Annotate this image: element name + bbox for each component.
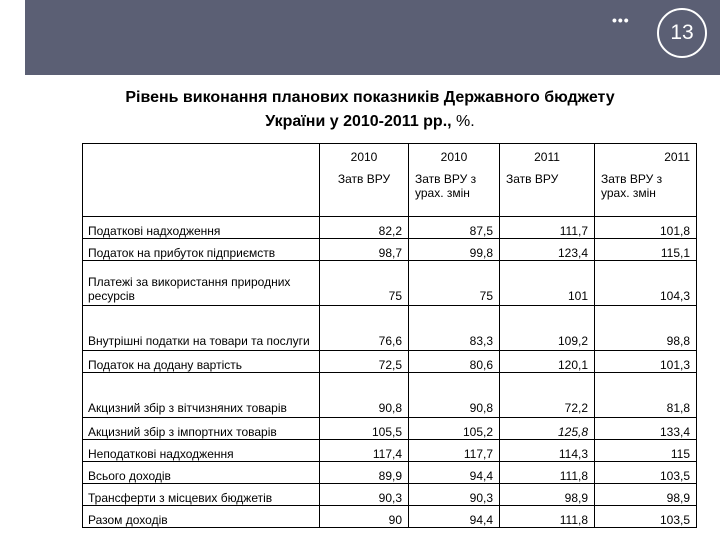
cell-value: 80,6 [409, 351, 500, 373]
header-col-3-label: Затв ВРУ [506, 172, 559, 186]
row-label: Внутрішні податки на товари та послуги [83, 306, 320, 351]
cell-value: 98,9 [500, 484, 595, 506]
cell-value: 133,4 [595, 418, 697, 440]
header-col-3-year: 2011 [534, 150, 560, 164]
cell-value: 114,3 [500, 440, 595, 462]
header-col-3 [500, 144, 595, 217]
budget-table [82, 143, 697, 528]
cell-value: 111,8 [500, 506, 595, 528]
header-col-1 [320, 144, 409, 217]
cell-value: 101,8 [595, 217, 697, 239]
cell-value: 90,3 [409, 484, 500, 506]
cell-value: 98,8 [595, 306, 697, 351]
cell-value: 123,4 [500, 239, 595, 261]
cell-value: 81,8 [595, 373, 697, 418]
table-row [83, 306, 697, 351]
cell-value: 90,3 [320, 484, 409, 506]
header-empty-cell [83, 144, 320, 217]
table-row [83, 418, 697, 440]
cell-value: 111,8 [500, 462, 595, 484]
cell-value: 103,5 [595, 506, 697, 528]
cell-value: 117,7 [409, 440, 500, 462]
cell-value: 104,3 [595, 261, 697, 306]
table-row [83, 440, 697, 462]
table-row [83, 462, 697, 484]
title-line-2 [60, 110, 680, 134]
row-label: Всього доходів [83, 462, 320, 484]
cell-value: 105,2 [409, 418, 500, 440]
title-line-1: Рівень виконання планових показників Державного бюджету [125, 89, 615, 106]
header-col-2 [409, 144, 500, 217]
cell-value: 90,8 [409, 373, 500, 418]
title-line-2-text: України у 2010-2011 рр., [265, 113, 452, 130]
more-dots-icon: ••• [612, 12, 630, 28]
cell-value: 98,7 [320, 239, 409, 261]
row-label: Податкові надходження [83, 217, 320, 239]
cell-value: 75 [409, 261, 500, 306]
cell-value: 120,1 [500, 351, 595, 373]
row-label: Трансферти з місцевих бюджетів [83, 484, 320, 506]
slide-title [60, 86, 680, 134]
header-col-2-label: Затв ВРУ з урах. змін [415, 172, 477, 200]
row-label: Платежі за використання природних ресурсів [83, 261, 320, 306]
row-label: Неподаткові надходження [83, 440, 320, 462]
row-label: Податок на додану вартість [83, 351, 320, 373]
page-number-badge: 13 [657, 8, 707, 58]
header-col-4-year: 2011 [664, 150, 690, 164]
cell-value: 105,5 [320, 418, 409, 440]
row-label: Акцизний збір з вітчизняних товарів [83, 373, 320, 418]
cell-value: 99,8 [409, 239, 500, 261]
title-percent: %. [451, 113, 475, 130]
table-row [83, 373, 697, 418]
cell-value: 101,3 [595, 351, 697, 373]
header-col-2-year: 2010 [440, 150, 468, 164]
cell-value: 111,7 [500, 217, 595, 239]
cell-value: 89,9 [320, 462, 409, 484]
cell-value: 83,3 [409, 306, 500, 351]
cell-value: 103,5 [595, 462, 697, 484]
table-row [83, 261, 697, 306]
cell-value: 109,2 [500, 306, 595, 351]
cell-value: 72,5 [320, 351, 409, 373]
table-row [83, 484, 697, 506]
table-row [83, 506, 697, 528]
row-label: Акцизний збір з імпортних товарів [83, 418, 320, 440]
header-col-1-year: 2010 [350, 150, 378, 164]
header-col-4-label: Затв ВРУ з урах. змін [601, 172, 663, 200]
cell-value: 98,9 [595, 484, 697, 506]
cell-value: 117,4 [320, 440, 409, 462]
cell-value: 76,6 [320, 306, 409, 351]
cell-value: 90 [320, 506, 409, 528]
cell-value: 90,8 [320, 373, 409, 418]
table-row [83, 351, 697, 373]
cell-value: 75 [320, 261, 409, 306]
cell-value: 125,8 [500, 418, 595, 440]
cell-value: 115 [595, 440, 697, 462]
header-col-4 [595, 144, 697, 217]
table-row [83, 239, 697, 261]
row-label: Податок на прибуток підприємств [83, 239, 320, 261]
cell-value: 82,2 [320, 217, 409, 239]
cell-value: 115,1 [595, 239, 697, 261]
cell-value: 94,4 [409, 506, 500, 528]
cell-value: 101 [500, 261, 595, 306]
cell-value: 72,2 [500, 373, 595, 418]
table-row [83, 217, 697, 239]
row-label: Разом доходів [83, 506, 320, 528]
cell-value: 94,4 [409, 462, 500, 484]
table-header-row [83, 144, 697, 217]
header-col-1-label: Затв ВРУ [337, 172, 391, 186]
cell-value: 87,5 [409, 217, 500, 239]
